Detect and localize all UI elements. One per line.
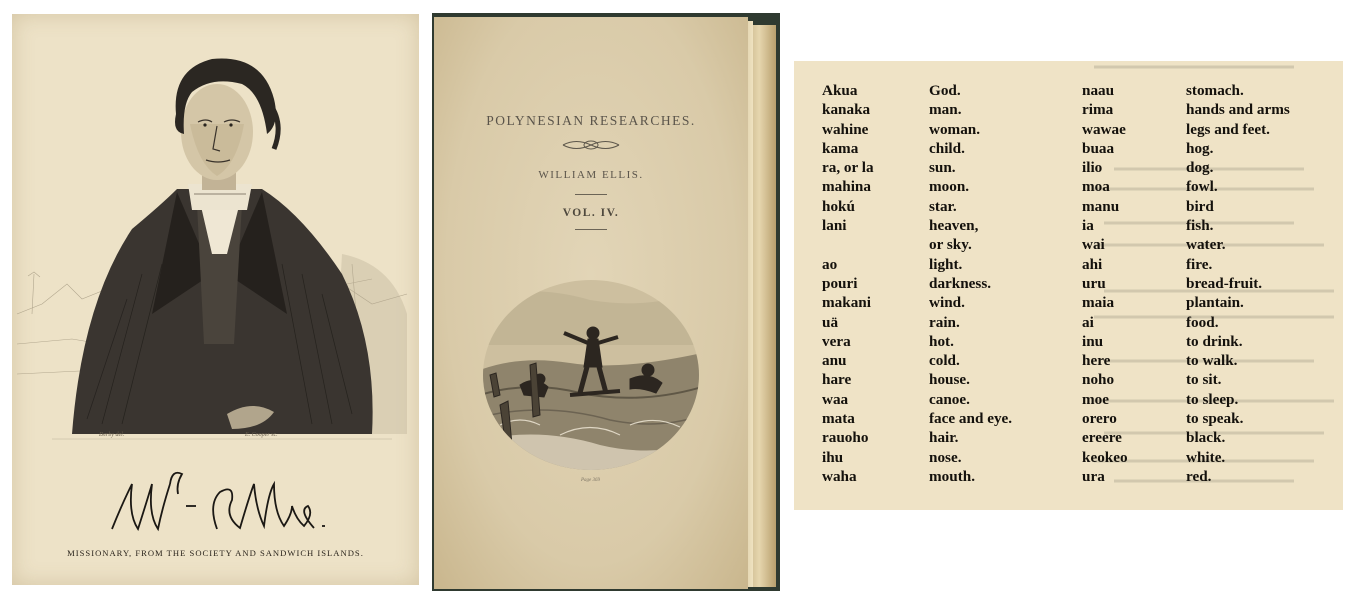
vocab-term: ai xyxy=(1082,313,1094,331)
col2-english-terms xyxy=(1186,81,1290,486)
vocab-gloss: stomach. xyxy=(1186,82,1244,99)
vocab-gloss: sun. xyxy=(929,159,956,177)
vocab-term: ihu xyxy=(822,448,844,466)
vocab-gloss: food. xyxy=(1186,313,1219,331)
vocab-gloss: red. xyxy=(1186,467,1212,485)
vocab-gloss: God. xyxy=(929,82,961,99)
vocab-term: wawae xyxy=(1082,120,1126,138)
vocab-term: inu xyxy=(1082,332,1104,350)
vocab-term: uru xyxy=(1082,274,1106,292)
vocab-gloss: to sit. xyxy=(1186,371,1222,389)
vocab-gloss: to sleep. xyxy=(1186,390,1239,408)
vocab-term: ilio xyxy=(1082,159,1103,177)
vocab-term: mata xyxy=(822,410,855,428)
vocab-gloss: heaven, xyxy=(929,217,979,235)
vignette-credit-center: Page 369 xyxy=(581,478,601,483)
vocab-term: kama xyxy=(822,139,859,157)
vocab-gloss: darkness. xyxy=(929,274,992,292)
vocab-term: ao xyxy=(822,255,838,273)
vocab-term: uä xyxy=(822,313,839,331)
vocab-gloss: water. xyxy=(1186,236,1226,254)
vocab-gloss: nose. xyxy=(929,448,962,466)
engraver-credit-left: Derby del. xyxy=(99,432,125,438)
book-volume: VOL. IV. xyxy=(562,207,620,219)
vocab-gloss: mouth. xyxy=(929,467,975,485)
portrait-engraving xyxy=(12,14,419,585)
vocab-term: keokeo xyxy=(1082,448,1128,466)
vocab-gloss: fish. xyxy=(1186,217,1214,235)
title-rule-top xyxy=(575,194,607,195)
vocab-gloss: bird xyxy=(1186,197,1214,215)
vocabulary-page xyxy=(794,61,1343,510)
vocab-term: hare xyxy=(822,371,852,389)
vocab-term: ereere xyxy=(1082,429,1122,447)
col2-native-terms xyxy=(1082,81,1128,486)
vocab-term: ia xyxy=(1082,217,1094,235)
vocab-term: Akua xyxy=(822,82,858,99)
title-rule-bottom xyxy=(575,229,607,230)
vocab-gloss: rain. xyxy=(929,313,960,331)
vocab-term: anu xyxy=(822,352,847,370)
vocab-term: mahina xyxy=(822,178,871,196)
vocab-gloss: moon. xyxy=(929,178,970,196)
vocab-gloss: plantain. xyxy=(1186,294,1244,312)
vocab-term: ra, or la xyxy=(822,159,874,177)
vocab-term: waha xyxy=(822,467,857,485)
vocab-gloss: wind. xyxy=(929,294,965,312)
vocab-term: maia xyxy=(1082,294,1115,312)
vocab-gloss: fire. xyxy=(1186,255,1213,273)
vocab-gloss: hands and arms xyxy=(1186,101,1290,119)
vocab-gloss: white. xyxy=(1186,448,1226,466)
vocab-gloss: woman. xyxy=(929,120,981,138)
book-author: WILLIAM ELLIS. xyxy=(538,169,644,181)
surfing-vignette xyxy=(480,275,702,475)
vocab-gloss: bread-fruit. xyxy=(1186,274,1263,292)
vocab-term: hokú xyxy=(822,197,855,215)
vocab-term xyxy=(822,235,874,254)
vocab-term: noho xyxy=(1082,371,1115,389)
ornament-icon xyxy=(561,136,621,154)
vocab-term: rauoho xyxy=(822,429,869,447)
vocab-gloss: dog. xyxy=(1186,159,1214,177)
vocab-term: naau xyxy=(1082,82,1115,99)
vocab-gloss: star. xyxy=(929,197,957,215)
vocab-term: waa xyxy=(822,390,849,408)
vocab-term: ura xyxy=(1082,467,1105,485)
vocab-term: lani xyxy=(822,217,847,235)
book-title: POLYNESIAN RESEARCHES. xyxy=(486,113,696,128)
title-page xyxy=(434,17,748,589)
vocab-gloss: legs and feet. xyxy=(1186,120,1270,138)
col1-native-terms xyxy=(822,81,874,486)
portrait-plate xyxy=(12,14,419,585)
vocab-term: orero xyxy=(1082,410,1117,428)
vocab-term: rima xyxy=(1082,101,1114,119)
engraver-credit-right: E. Cooper sc. xyxy=(245,432,278,438)
vocab-gloss: to speak. xyxy=(1186,410,1244,428)
vocab-gloss: house. xyxy=(929,371,970,389)
vocab-gloss: hair. xyxy=(929,429,959,447)
vocab-gloss: man. xyxy=(929,101,962,119)
vocab-term: buaa xyxy=(1082,139,1115,157)
vocab-term: wahine xyxy=(822,120,869,138)
title-page-scan xyxy=(432,13,780,591)
vocab-term: wai xyxy=(1082,236,1105,254)
vocab-gloss: child. xyxy=(929,139,965,157)
vocab-term: moa xyxy=(1082,178,1110,196)
vocab-gloss: light. xyxy=(929,255,963,273)
vocab-term: pouri xyxy=(822,274,858,292)
col1-english-terms xyxy=(929,81,1012,486)
vocab-gloss: canoe. xyxy=(929,390,970,408)
vocab-term: here xyxy=(1082,352,1111,370)
vocab-gloss: hog. xyxy=(1186,139,1214,157)
vocab-term: ahi xyxy=(1082,255,1103,273)
signature-graphic xyxy=(112,473,325,529)
portrait-caption: MISSIONARY, FROM THE SOCIETY AND SANDWICH ISLANDS. xyxy=(67,548,364,558)
vocab-term: moe xyxy=(1082,390,1109,408)
vocab-term: manu xyxy=(1082,197,1120,215)
vocab-gloss: to walk. xyxy=(1186,352,1238,370)
vocab-gloss: cold. xyxy=(929,352,960,370)
vocab-gloss: hot. xyxy=(929,332,954,350)
vocab-gloss: black. xyxy=(1186,429,1226,447)
vocab-gloss: to drink. xyxy=(1186,332,1243,350)
vocab-gloss: fowl. xyxy=(1186,178,1218,196)
vocab-term: makani xyxy=(822,294,871,312)
vocab-gloss: or sky. xyxy=(929,236,972,254)
vocab-term: kanaka xyxy=(822,101,871,119)
vocab-gloss: face and eye. xyxy=(929,410,1013,428)
vocab-term: vera xyxy=(822,332,851,350)
